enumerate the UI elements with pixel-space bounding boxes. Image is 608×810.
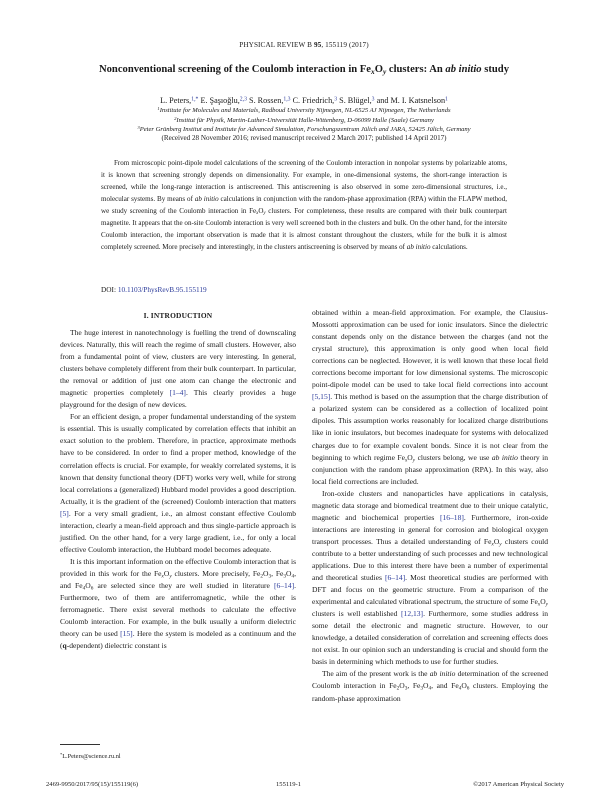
author: and M. I. Katsnelson$^1$: [376, 96, 448, 105]
article-number: , 155119 (2017): [321, 41, 369, 49]
abstract: From microscopic point-dipole model calculations of the screening of the Coulomb interaction in nonpolar systems by polarizable atoms, it is known that screening strongly depends on dimensionality. For example, in one-dimensional systems, the short-range interaction is screened, while the long-range interaction is antiscreened. This antiscreening is also observed in some zero-dimensional structures, i.e., molecular systems. By means of ab initio calculations in conjunction with the random-phase approximation (RPA) within the FLAPW method, we study screening of the Coulomb interaction in $Fe_xO_y$ clusters. For completeness, these results are compared with their bulk counterpart magnetite. It appears that the on-site Coulomb interaction is very well screened both in the clusters and bulk. On the other hand, for the intersite Coulomb interaction, the important observation is made that it is almost constant throughout the clusters, while for the bulk it is almost completely screened. More precisely and interestingly, in the clusters antiscreening is observed by means of ab initio calculations.: [101, 159, 507, 252]
footnote-marker: *: [60, 752, 63, 758]
paragraph: It is this important information on the effective Coulomb interaction that is provided in this work for the $Fe_xO_y$ clusters. More precisely, $Fe_2O_3$, $Fe_3O_4$, and $Fe_4O_6$ are selected since they are well studied in literature [6–14]. Furthermore, two of them are antiferromagnetic, while the other is ferromagnetic. There exist several methods to calculate the effective Coulomb interaction. For example, in the bulk usually a uniform dielectric theory can be used [15]. Here the system is modeled as a continuum and the (q-dependent) dielectric constant is: [60, 556, 297, 651]
affiliation-link[interactable]: 2,3: [239, 96, 247, 103]
citation-link[interactable]: [12,13]: [401, 609, 424, 619]
citation-link[interactable]: [6–14]: [385, 573, 406, 583]
author: S. Rossen,$^{1,3}$: [249, 96, 291, 105]
author: L. Peters,$^{1,*}$: [160, 96, 199, 105]
author: S. Blügel,$^3$: [339, 96, 375, 105]
citation-link[interactable]: [5]: [60, 508, 69, 518]
received-dates: (Received 28 November 2016; revised manuscript received 2 March 2017; published 14 April 2017): [161, 134, 447, 142]
paper-title: Nonconventional screening of the Coulomb interaction in $Fe_xO_y$ clusters: An ab initio study: [98, 64, 509, 76]
affiliation-link[interactable]: 1: [445, 96, 448, 103]
author-list: [0, 96, 608, 105]
running-head: [0, 41, 608, 49]
affiliation-link[interactable]: 1,*: [191, 96, 199, 103]
affiliation-link[interactable]: 3: [334, 96, 338, 103]
paragraph: The aim of the present work is the ab initio determination of the screened Coulomb interaction in $Fe_2O_3$, $Fe_3O_4$, and $Fe_4O_6$ clusters. Employing the random-phase approximation: [312, 669, 548, 703]
citation-link[interactable]: [16–18]: [439, 512, 464, 522]
volume: 95: [313, 41, 322, 49]
affiliation: $^2$Institut für Physik, Martin-Luther-Universität Halle-Wittenberg, D-06099 Halle (Saale) Germany: [174, 115, 434, 124]
citation-link[interactable]: [1–4]: [169, 388, 186, 398]
paragraph: The huge interest in nanotechnology is fuelling the trend of downscaling devices. Naturally, this will reach the regime of small clusters. However, also from a fundamental point of view, clusters are very interesting. In general, clusters behave completely different from their bulk counterpart. In particular, the removal or addition of just one atom can change the electronic and magnetic properties completely [1–4]. This clearly provides a huge playground for the design of new devices.: [60, 328, 296, 410]
affiliation-link[interactable]: 1,3: [283, 96, 291, 103]
doi-link[interactable]: 10.1103/PhysRevB.95.155119: [117, 285, 207, 294]
section-heading: I. INTRODUCTION: [143, 311, 213, 320]
paragraph: For an efficient design, a proper fundamental understanding of the system is essential. This is usually complicated by correlation effects that inhibit an exact solution to the problem. Therefore, in practice, approximate methods have to be considered. In order to find a proper method, knowledge of the correlation effects is crucial. For example, for weakly correlated systems, it is known that density functional theory (DFT) works very well, while for strong local correlations a (generalized) Hubbard model provides a good description. Actually, it is the gradient of the (screened) Coulomb interaction that matters [5]. For a very small gradient, i.e., an almost constant effective Coulomb interaction, clearly a mean-field approach and thus single-particle approach is justified. On the other hand, for a very large gradient, i.e., for only a local effective Coulomb interaction, the Hubbard model becomes adequate.: [60, 412, 296, 554]
citation-link[interactable]: [15]: [120, 629, 133, 639]
citation-link[interactable]: [6–14]: [273, 580, 295, 590]
body-column-left: [60, 327, 296, 652]
footnote: [60, 753, 121, 760]
copyright: ©2017 American Physical Society: [473, 781, 564, 788]
footnote-divider: [60, 744, 100, 745]
paragraph: Iron-oxide clusters and nanoparticles have applications in catalysis, magnetic data storage and biomedical treatment due to their unique catalytic, magnetic and biochemical properties [16–18]. Furthermore, iron-oxide interactions are interesting in general for corrosion and biological oxygen transport processes. Thus a detailed understanding of $Fe_xO_y$ clusters could contribute to a better understanding of such processes and new technological applications. Due to this interest there have been a number of experimental and theoretical studies [6–14]. Most theoretical studies are performed with DFT and focus on the geometric structure. From a comparison of the experimental and calculated vibrational spectrum, the structure of some $Fe_xO_y$ clusters is well established [12,13]. Furthermore, some studies address in some detail the electronic and magnetic structure. However, to our knowledge, a detailed consideration of correlation and screening effects does not exist. In our opinion such an understanding is crucial and should form the basis in determining which methods to use for further studies.: [312, 488, 549, 667]
doi: [101, 285, 207, 294]
doi-label: DOI:: [101, 285, 118, 294]
author: E. Şaşıoğlu,$^{2,3}$: [200, 96, 247, 105]
citation-link[interactable]: [5,15]: [312, 392, 331, 402]
journal-name: PHYSICAL REVIEW B: [239, 41, 313, 49]
affiliation: $^3$Peter Grünberg Institut and Institute for Advanced Simulation, Forschungszentrum Jülich and JARA, 52425 Jülich, Germany: [137, 124, 471, 133]
page-number: 155119-1: [276, 781, 302, 788]
corresponding-email[interactable]: L.Peters@science.ru.nl: [62, 753, 121, 760]
author: C. Friedrich,$^3$: [292, 96, 338, 105]
affiliation-link[interactable]: 3: [371, 96, 375, 103]
footer-issn: 2469-9950/2017/95(15)/155119(6): [46, 781, 139, 788]
body-column-right: [312, 307, 548, 705]
paragraph: obtained within a mean-field approximation. For example, the Clausius-Mossotti approximation can be used for ionic insulators. Since the dielectric constant depends only on the distance between the charges (and not the crystal structure), this approximation is only good when local field corrections can be neglected. However, it is well known that these local field corrections become important for low dimensional systems. The microscopic point-dipole model can be used to take local field corrections into account [5,15]. This method is based on the assumption that the charge distribution of a polarized system can be considered as a collection of localized point dipoles. This assumption works reasonably for localized charge distributions like in ionic insulators, but becomes inadequate for systems with delocalized charges due to for example covalent bonds. Since it is not clear from the beginning to which regime $Fe_xO_y$ clusters belong, we use ab initio theory in conjunction with the random phase approximation (RPA). In this way, also local field corrections are included.: [312, 308, 549, 486]
affiliation: $^1$Institute for Molecules and Materials, Radboud University Nijmegen, NL-6525 AJ Nijmegen, The Netherlands: [157, 105, 451, 114]
